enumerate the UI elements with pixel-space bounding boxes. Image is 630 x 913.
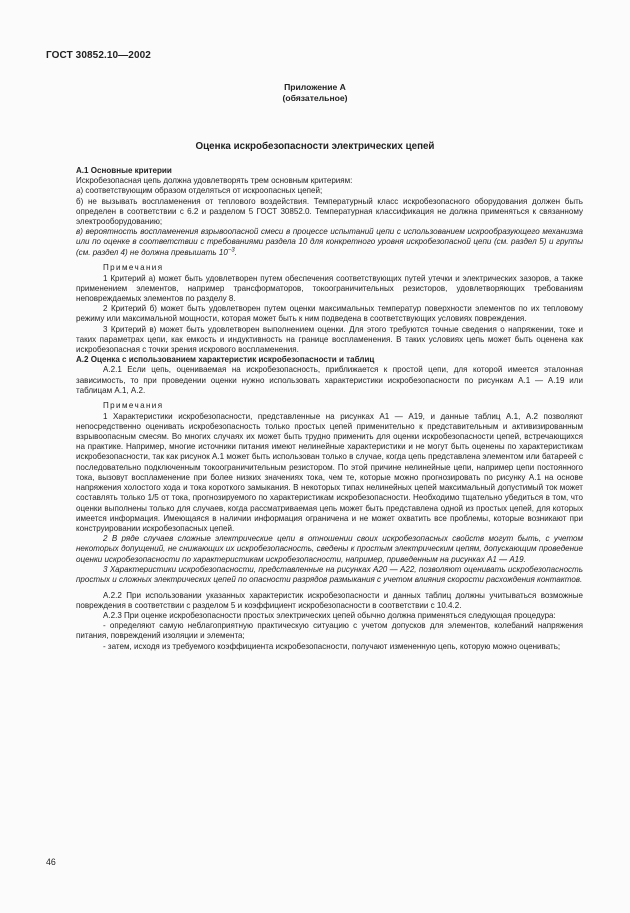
annex-title: Приложение А [284, 82, 346, 92]
note: 3 Критерий в) может быть удовлетворен выполнением оценки. Для этого требуются точные сведения о напряжении, токе и таких параметрах цепи, как емкость и индуктивность на границе воспламенения. В таких условиях цепь может быть оценена как искробезопасная с точки зрения искрового воспламенения. [76, 324, 583, 354]
note: 2 В ряде случаев сложные электрические цепи в отношении своих искробезопасных свойств могут быть, с учетом некоторых допущений, не снижающих их искробезопасность, сведены к простым электрическим цепям, допускающим проведение оценки искробезопасности по характеристикам искробезопасности, например, приведенным на рисунках А1 — А19. [76, 534, 583, 564]
section-heading-a1: А.1 Основные критерии [76, 166, 172, 175]
standard-header: ГОСТ 30852.10—2002 [46, 50, 151, 61]
list-item: - определяют самую неблагоприятную практическую ситуацию с учетом допусков для элементов, колебаний напряжения питания, повреждений изоляции и элемента; [76, 621, 583, 641]
list-item [76, 227, 583, 258]
annex-label [0, 82, 630, 104]
section-heading-a2: А.2 Оценка с использованием характеристик искробезопасности и таблиц [76, 355, 375, 365]
note: 1 Характеристики искробезопасности, представленные на рисунках А1 — А19, и данные таблиц А.1, А.2 позволяют непосредственно оценивать искробезопасность только простых цепей применительно к представительным и активизированным взрывоопасным смесям. Во многих случаях их может быть трудно применить для оценки искробезопасности цепей, встречающихся на практике. Например, многие источники питания имеют нелинейные характеристики и не могут быть оценены по характеристикам искробезопасности, так как рисунок А.1 может быть использован только в случае, когда цепь представлена элементом или батареей с последовательно подключенным токоограничительным резистором. По этой причине нелинейные цепи, например цепи постоянного тока, вызовут воспламенение при более низких значениях тока, чем те, которые можно прогнозировать по рисунку А.1 на основе напряжения холостого хода и тока короткого замыкания. В некоторых типах нелинейных цепей максимальный допустимый ток может составлять только 1/5 от тока, прогнозируемого по характеристикам искробезопасности. Необходимо тщательно убедиться в том, что оценки выполнены только для случаев, когда рассматриваемая цепь может быть представлена одной из простых цепей, для которых имеется информация. Имеющаяся в наличии информация ограничена и не может охватить все проблемы, которые возникают при конструировании искробезопасных цепей. [76, 411, 583, 533]
list-item: - затем, исходя из требуемого коэффициента искробезопасности, получают измененную цепь, которую можно оценивать; [103, 641, 561, 651]
annex-status: (обязательное) [282, 93, 348, 103]
paragraph: А.2.3 При оценке искробезопасности простых электрических цепей обычно должна применяться следующая процедура: [103, 611, 556, 621]
list-item: б) не вызывать воспламенения от теплового воздействия. Температурный класс искробезопасного оборудования должен быть определен в соответствии с 6.2 и разделом 5 ГОСТ 30852.0. Температурная классификация не должна применяться к связанному электрооборудованию; [76, 196, 583, 227]
list-item-end: . [234, 247, 237, 257]
paragraph: А.2.1 Если цепь, оцениваемая на искробезопасность, приближается к простой цепи, для которой имеется эталонная зависимость, то при проведении оценки нужно использовать характеристики искробезопасности по рисункам А.1 — А.19 или таблицам А.1, А.2. [76, 365, 583, 395]
exponent: −3 [227, 246, 235, 253]
page-number: 46 [46, 857, 56, 867]
paragraph: Искробезопасная цепь должна удовлетворять трем основным критериям: [76, 176, 353, 186]
note: 1 Критерий а) может быть удовлетворен путем обеспечения соответствующих путей утечки и электрических зазоров, а также применением элементов, например трансформаторов, токоограничительных резисторов, удовлетворяющих требованиям неповреждаемых элементов по разделу 8. [76, 273, 583, 303]
annex-main-title: Оценка искробезопасности электрических цепей [195, 141, 435, 152]
note: 3 Характеристики искробезопасности, представленные на рисунках А20 — А22, позволяют оценивать искробезопасность простых и сложных электрических цепей по опасности разрядов размыкания с учетом влияния скорости расхождения контактов. [76, 564, 583, 584]
list-item: а) соответствующим образом отделяться от искроопасных цепей; [76, 186, 323, 196]
list-item-text: в) вероятность воспламенения взрывоопасной смеси в процессе испытаний цепи с использованием искрообразующего механизма или по оценке в соответствии с требованиями раздела 10 для конкретного уровня искробезопасной цепи (см. раздел 5) и группы (см. раздел 4) не должна превышать 10 [76, 227, 583, 257]
note: 2 Критерий б) может быть удовлетворен путем оценки максимальных температур поверхности элементов по их тепловому режиму или максимальной мощности, которая может быть к ним подведена в соответствующих условиях повреждения. [76, 304, 583, 324]
document-body [76, 166, 583, 652]
paragraph: А.2.2 При использовании указанных характеристик искробезопасности и данных таблиц должны учитываться возможные повреждения в соответствии с разделом 5 и коэффициент искробезопасности в соответствии с 10.4.2. [76, 590, 583, 610]
notes-title: Примечания [103, 401, 164, 411]
notes-title: Примечания [103, 263, 164, 273]
